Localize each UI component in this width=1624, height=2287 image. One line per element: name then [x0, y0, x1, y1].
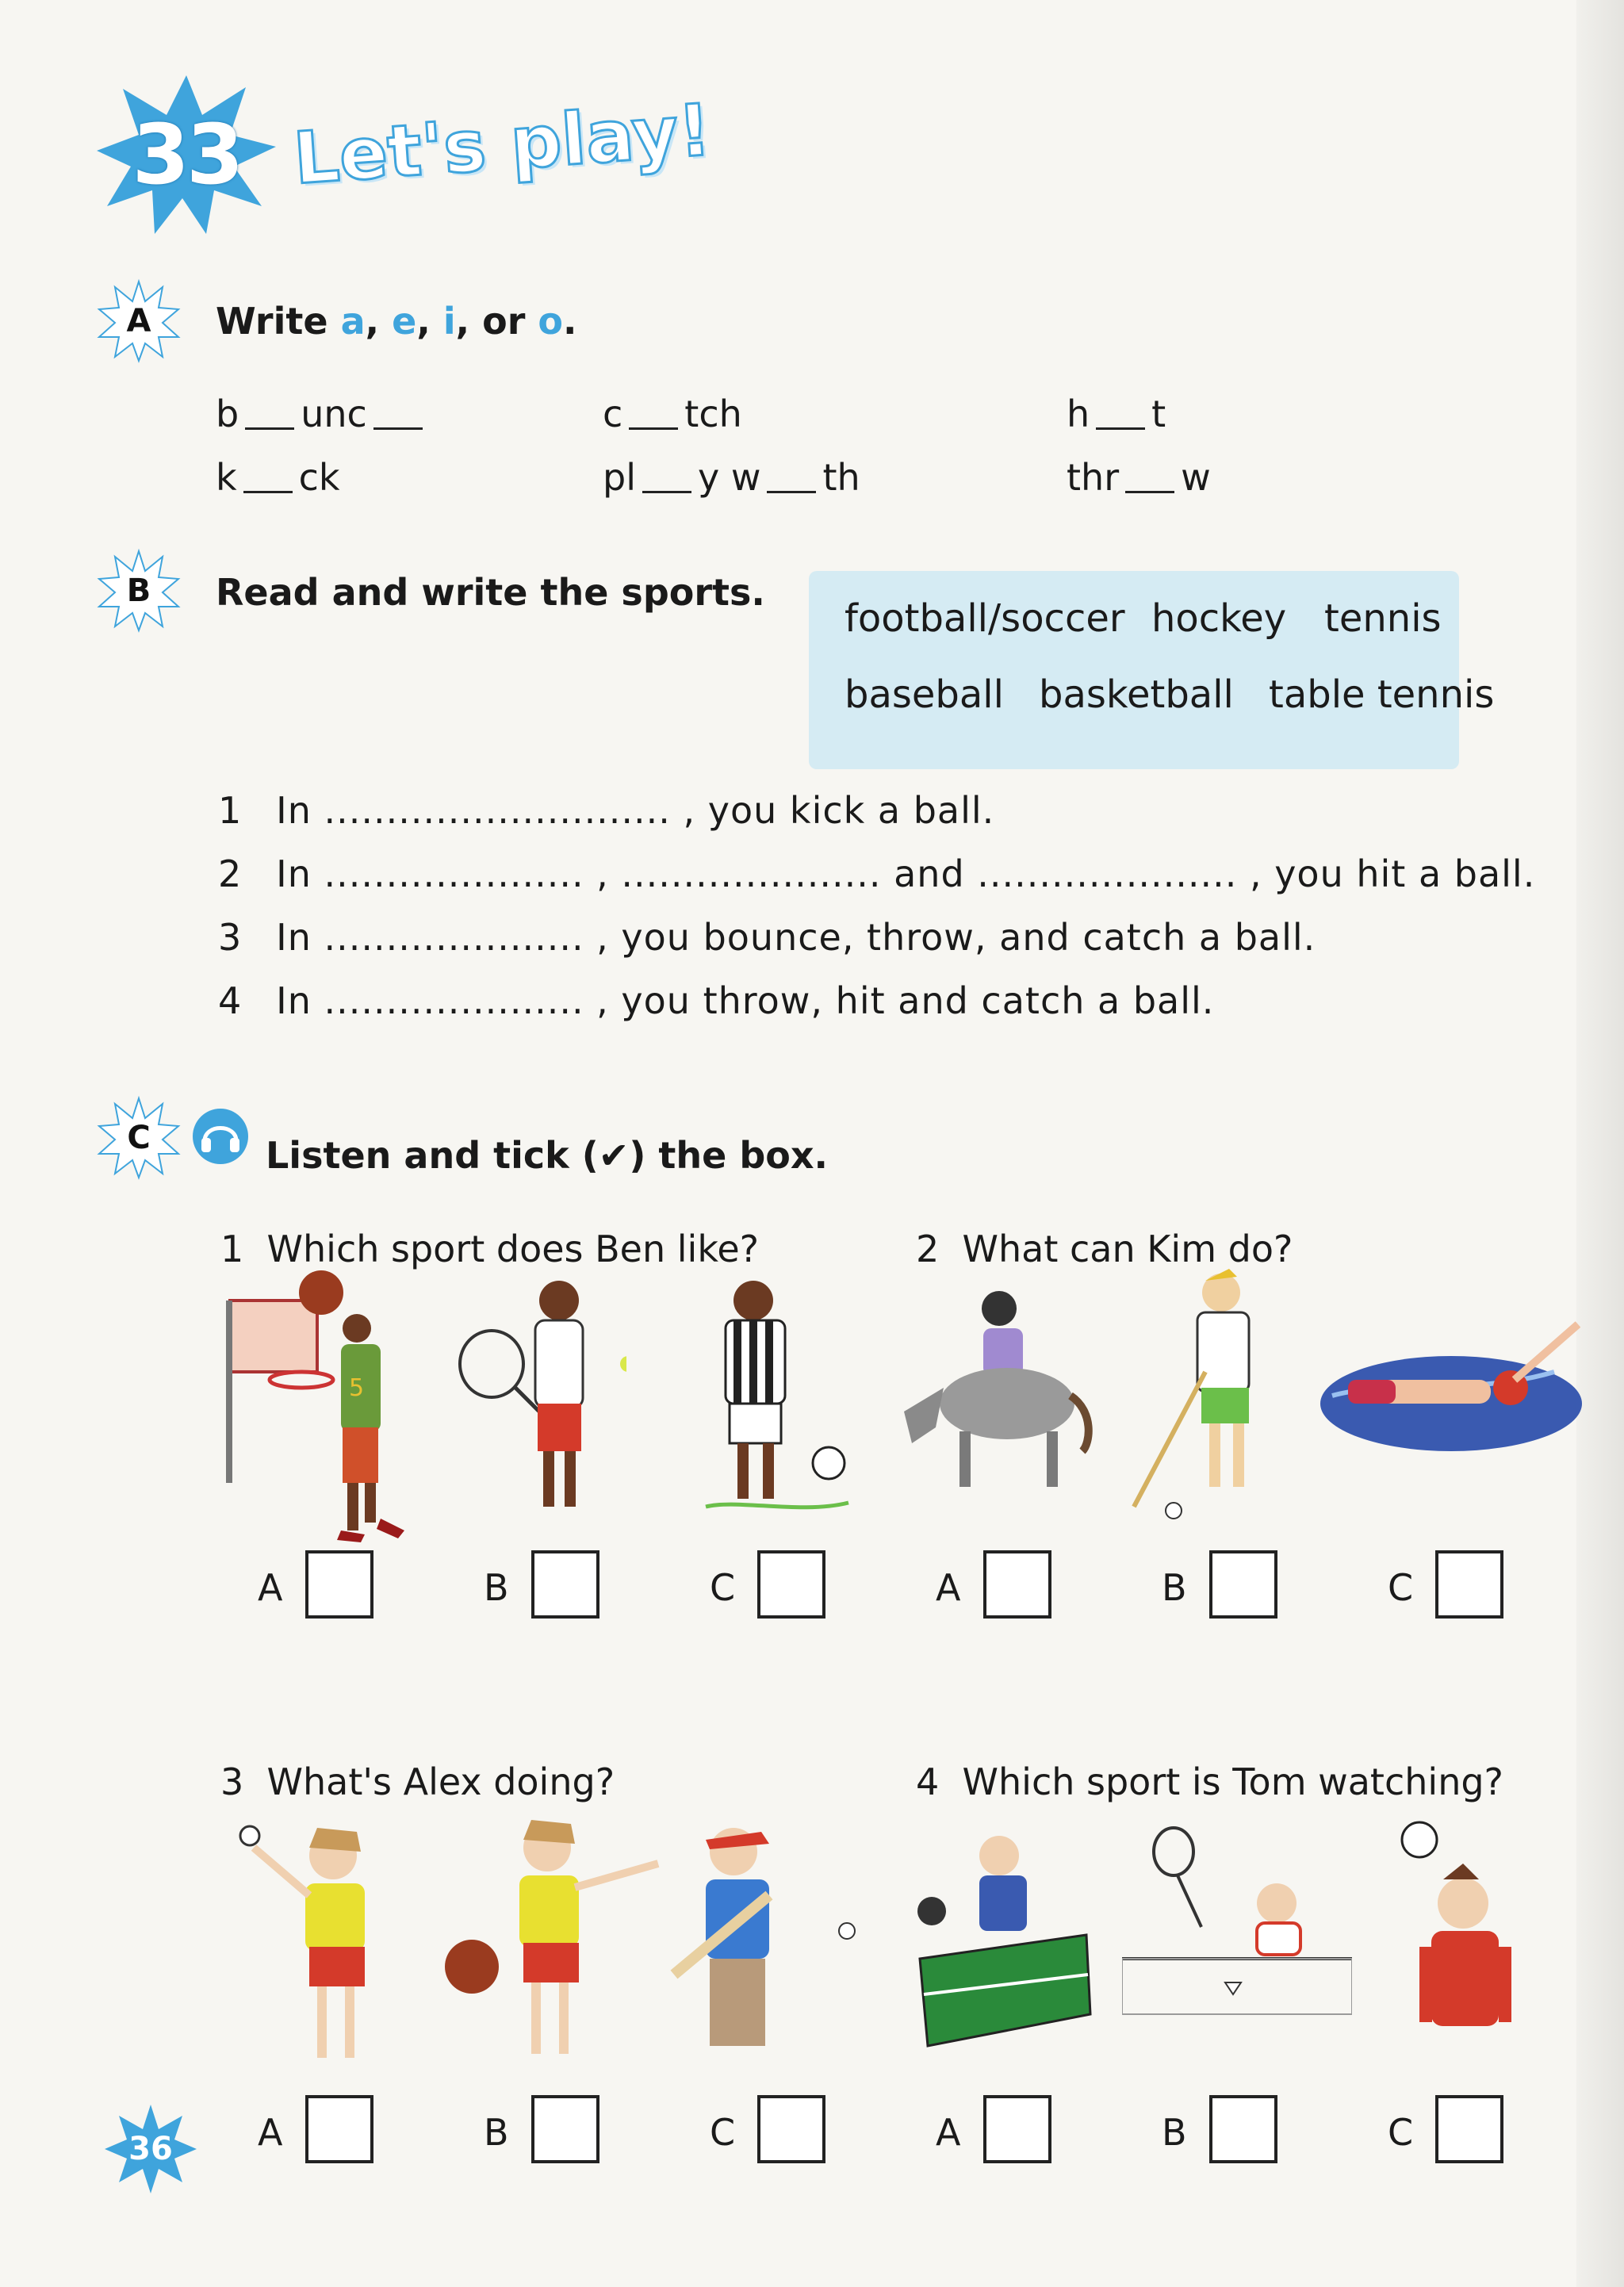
q4-option-b-checkbox[interactable]	[1209, 2095, 1277, 2163]
sentence-1[interactable]: 1 In ............................ , you kick a ball.	[218, 789, 995, 832]
q2-option-b-checkbox[interactable]	[1209, 1550, 1277, 1619]
word-hat[interactable]: h t	[1067, 393, 1166, 435]
section-a-letter: A	[126, 303, 151, 339]
q3-option-b-checkbox[interactable]	[531, 2095, 599, 2163]
word-throw[interactable]: thr w	[1067, 456, 1211, 499]
q3-option-a-checkbox[interactable]	[305, 2095, 373, 2163]
word-box-item: hockey	[1151, 596, 1287, 641]
girl-throwing-ball-illustration	[230, 1816, 420, 2086]
unit-title: Let's play!	[290, 88, 714, 201]
boy-baseball-batter-illustration	[658, 1808, 864, 2086]
sentence-3[interactable]: 3 In ..................... , you bounce, throw, and catch a ball.	[218, 916, 1316, 959]
word-box-item: football/soccer	[845, 596, 1125, 641]
option-label: C	[710, 2111, 736, 2154]
option-label: C	[1388, 1566, 1414, 1609]
section-c-instruction: Listen and tick (✔) the box.	[266, 1134, 829, 1177]
option-label: A	[258, 1566, 283, 1609]
question-2: 2 What can Kim do?	[916, 1228, 1293, 1270]
section-c-letter: C	[127, 1120, 151, 1156]
swimmer-illustration	[1316, 1308, 1586, 1483]
option-label: A	[258, 2111, 283, 2154]
option-label: B	[1162, 2111, 1187, 2154]
section-b-letter: B	[126, 573, 151, 609]
q2-option-a-checkbox[interactable]	[983, 1550, 1051, 1619]
q4-option-c-checkbox[interactable]	[1435, 2095, 1503, 2163]
option-label: B	[484, 2111, 509, 2154]
word-box-item: table tennis	[1269, 672, 1495, 717]
option-label: C	[710, 1566, 736, 1609]
word-box-item: tennis	[1324, 596, 1442, 641]
sentence-4[interactable]: 4 In ..................... , you throw, hit and catch a ball.	[218, 979, 1215, 1022]
svg-text:5: 5	[349, 1374, 365, 1402]
option-label: C	[1388, 2111, 1414, 2154]
q1-option-a-checkbox[interactable]	[305, 1550, 373, 1619]
horse-rider-illustration	[888, 1285, 1094, 1515]
unit-number: 33	[132, 106, 241, 203]
section-b-instruction: Read and write the sports.	[216, 571, 765, 614]
option-label: B	[1162, 1566, 1187, 1609]
word-catch[interactable]: c tch	[603, 393, 742, 435]
tennis-player-illustration	[444, 1277, 626, 1530]
word-kick[interactable]: k ck	[216, 456, 340, 499]
option-label: B	[484, 1566, 509, 1609]
word-box-item: baseball	[845, 672, 1004, 717]
page-edge	[1576, 0, 1624, 2287]
badminton-illustration	[1122, 1824, 1352, 2038]
word-play-with[interactable]: pl y w th	[603, 456, 860, 499]
question-4: 4 Which sport is Tom watching?	[916, 1760, 1503, 1803]
word-box-item: basketball	[1039, 672, 1234, 717]
question-3: 3 What's Alex doing?	[220, 1760, 615, 1803]
option-label: A	[936, 2111, 961, 2154]
q1-option-c-checkbox[interactable]	[757, 1550, 825, 1619]
q3-option-c-checkbox[interactable]	[757, 2095, 825, 2163]
page-number: 36	[128, 2131, 173, 2167]
word-bunch[interactable]: b unc	[216, 393, 429, 435]
option-label: A	[936, 1566, 961, 1609]
section-a-instruction: Write a, e, i, or o.	[216, 300, 577, 343]
q2-option-c-checkbox[interactable]	[1435, 1550, 1503, 1619]
boy-watching-heading-ball-illustration	[1376, 1816, 1542, 2070]
basketball-player-illustration	[222, 1269, 436, 1546]
football-player-illustration	[690, 1277, 872, 1530]
q1-option-b-checkbox[interactable]	[531, 1550, 599, 1619]
table-tennis-illustration	[912, 1824, 1102, 2062]
sentence-2[interactable]: 2 In ..................... , ..................... and ..................... , you hit a ball.	[218, 852, 1536, 895]
hockey-player-illustration	[1110, 1269, 1300, 1523]
headphones-icon[interactable]	[190, 1106, 251, 1166]
question-1: 1 Which sport does Ben like?	[220, 1228, 760, 1270]
q4-option-a-checkbox[interactable]	[983, 2095, 1051, 2163]
girl-bouncing-ball-illustration	[436, 1808, 666, 2086]
